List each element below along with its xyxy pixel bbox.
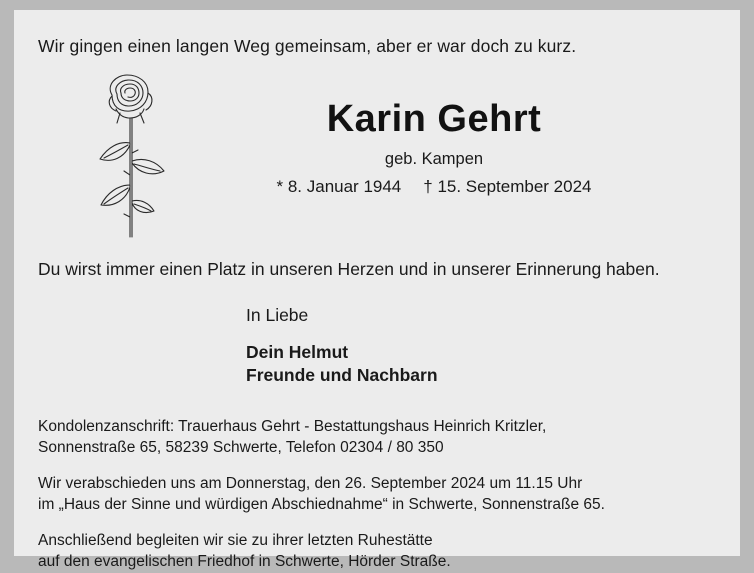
motto-text: Wir gingen einen langen Weg gemeinsam, aber er war doch zu kurz. bbox=[38, 36, 577, 56]
maiden-name: geb. Kampen bbox=[384, 149, 484, 168]
burial-paragraph bbox=[38, 531, 724, 572]
burial-line-1: Anschließend begleiten wir sie zu ihrer letzten Ruhestätte bbox=[38, 532, 433, 550]
mourner-line-1: Dein Helmut bbox=[246, 341, 349, 362]
condolence-line-1: Kondolenzanschrift: Trauerhaus Gehrt - Bestattungshaus Heinrich Kritzler, bbox=[38, 418, 547, 435]
condolence-paragraph bbox=[38, 417, 724, 458]
funeral-paragraph bbox=[38, 474, 724, 515]
rose-icon bbox=[86, 65, 178, 240]
obituary-content bbox=[14, 10, 740, 571]
condolence-line-2: Sonnenstraße 65, 58239 Schwerte, Telefon 02304 / 80 350 bbox=[38, 438, 444, 456]
mourners-lead: In Liebe bbox=[246, 305, 309, 325]
footer-block bbox=[38, 417, 724, 573]
memory-text: Du wirst immer einen Platz in unseren Herzen und in unserer Erinnerung haben. bbox=[38, 259, 660, 279]
funeral-line-1: Wir verabschieden uns am Donnerstag, den 26. September 2024 um 11.15 Uhr bbox=[38, 475, 583, 493]
mourners-block bbox=[246, 307, 438, 391]
obituary-card bbox=[14, 10, 740, 571]
birth-date: * 8. Januar 1944 bbox=[276, 176, 402, 196]
mourner-line-2: Freunde und Nachbarn bbox=[246, 365, 438, 385]
death-date: † 15. September 2024 bbox=[423, 176, 592, 196]
burial-line-2: auf den evangelischen Friedhof in Schwerte, Hörder Straße. bbox=[38, 553, 451, 571]
life-dates bbox=[194, 177, 674, 197]
deceased-name: Karin Gehrt bbox=[326, 98, 542, 140]
funeral-line-2: im „Haus der Sinne und würdigen Abschiednahme“ in Schwerte, Sonnenstraße 65. bbox=[38, 495, 605, 513]
deceased-name-block bbox=[194, 100, 674, 197]
